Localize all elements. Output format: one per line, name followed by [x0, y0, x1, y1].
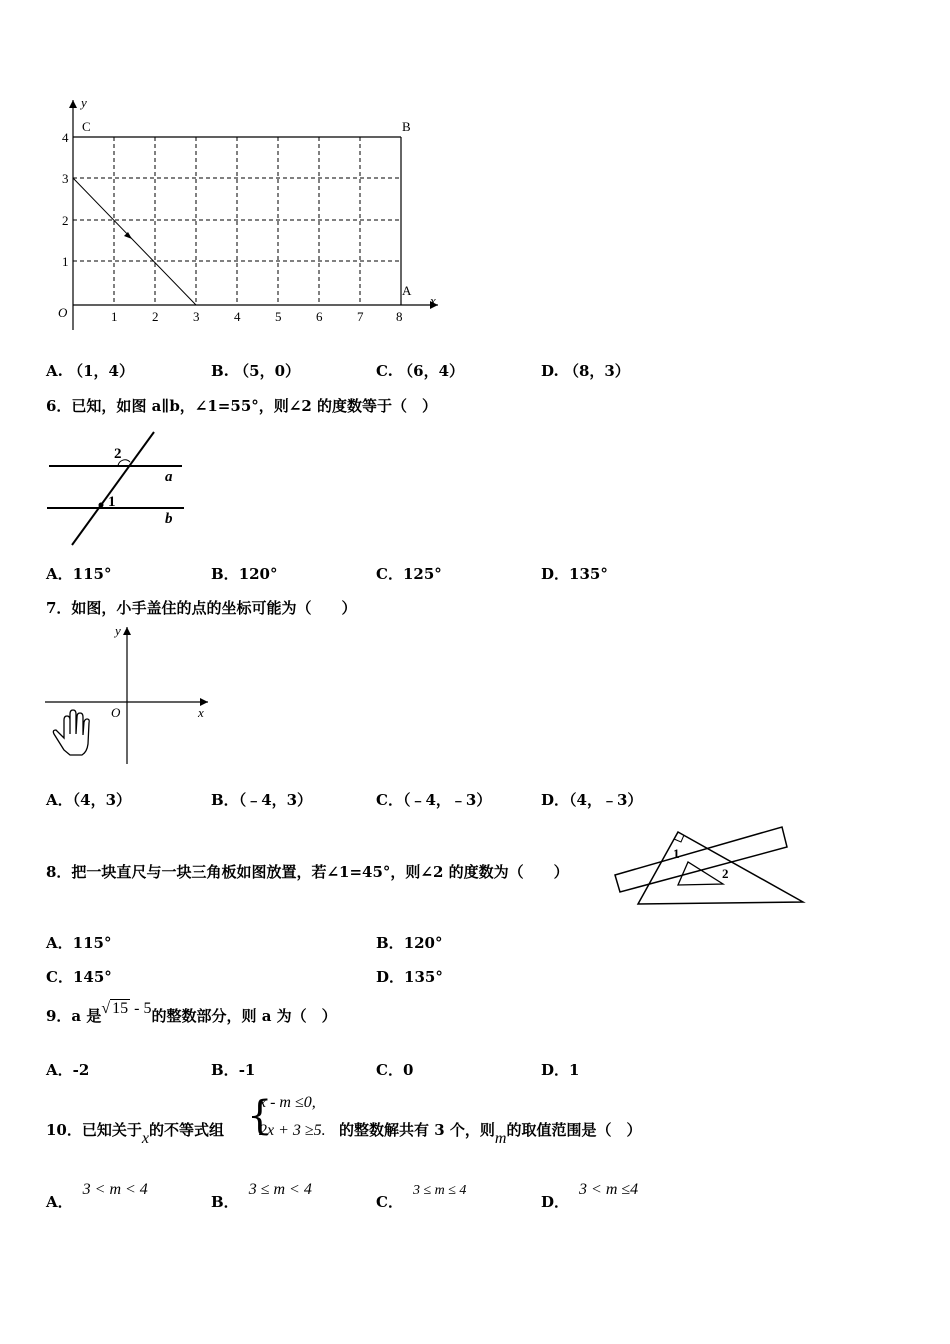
option-text: 0: [402, 1061, 414, 1079]
q7-stem: 7．如图，小手盖住的点的坐标可能为（ ）: [46, 599, 357, 617]
hand-icon: [53, 710, 89, 755]
q7-option-a[interactable]: [46, 789, 131, 810]
q6-option-b[interactable]: [211, 563, 278, 584]
option-letter: B．: [211, 1061, 239, 1079]
option-letter: C．: [376, 791, 403, 809]
option-letter: D．: [541, 791, 570, 809]
radicand: 15: [112, 1000, 129, 1017]
point-b-label: B: [402, 119, 411, 134]
variable-m: m: [494, 1130, 507, 1147]
option-text: （4，3）: [72, 791, 132, 809]
option-text: 125°: [402, 565, 442, 583]
option-letter: D．: [541, 1061, 570, 1079]
origin-label: O: [111, 705, 121, 720]
option-letter: D．: [376, 968, 405, 986]
q8-stem: 8．把一块直尺与一块三角板如图放置，若∠1=45°，则∠2 的度数为（ ）: [46, 863, 569, 881]
stem-suffix: 的整数部分，则 a 为（ ）: [151, 1007, 337, 1025]
option-text: 3 < m ≤4: [579, 1181, 639, 1198]
q9-option-a[interactable]: [46, 1059, 89, 1080]
option-letter: B．: [376, 934, 404, 952]
option-letter: C．: [46, 968, 73, 986]
q8-option-b[interactable]: [376, 932, 443, 953]
minus-term: - 5: [130, 1000, 152, 1017]
variable-x: x: [141, 1130, 149, 1147]
option-letter: C．: [376, 1193, 403, 1211]
option-text: -1: [238, 1061, 256, 1079]
option-text: （5，0）: [234, 362, 301, 380]
q6-option-d[interactable]: [541, 563, 608, 584]
x-axis-label: x: [198, 705, 204, 720]
stem-mid2: 的整数解共有 3 个，则: [339, 1121, 495, 1139]
inequality-1: x - m ≤0,: [259, 1094, 316, 1111]
x-tick: 7: [357, 309, 364, 324]
brace-symbol: {: [247, 1093, 273, 1139]
q6-stem: 6．已知，如图 a∥b，∠1=55°，则∠2 的度数等于（ ）: [46, 397, 437, 415]
option-letter: A．: [46, 565, 73, 583]
point-c-label: C: [82, 119, 91, 134]
y-tick: 3: [62, 171, 69, 186]
option-letter: A．: [46, 1061, 73, 1079]
q6-option-a[interactable]: [46, 563, 111, 584]
q7-axes-figure: [40, 622, 220, 767]
x-tick: 4: [234, 309, 241, 324]
q8-ruler-triangle-figure: [610, 822, 810, 912]
inequality-system: [247, 1094, 337, 1146]
option-letter: C.: [376, 362, 393, 380]
option-text: 145°: [72, 968, 112, 986]
option-letter: D．: [541, 565, 570, 583]
option-text: （4，﹣3）: [569, 791, 643, 809]
option-text: 3 ≤ m < 4: [248, 1181, 312, 1198]
q9-option-b[interactable]: [211, 1059, 255, 1080]
angle-2-label: 2: [114, 446, 122, 462]
origin-label: O: [58, 305, 68, 320]
option-letter: B．: [211, 791, 239, 809]
option-text: （﹣4，﹣3）: [402, 791, 492, 809]
stem-prefix: 10．已知关于: [46, 1121, 142, 1139]
x-tick: 2: [152, 309, 159, 324]
q6-option-c[interactable]: [376, 563, 442, 584]
option-letter: C．: [376, 565, 403, 583]
option-text: 135°: [404, 968, 443, 986]
inequality-2: 2x + 3 ≥5.: [259, 1122, 326, 1139]
q7-option-b[interactable]: [211, 789, 312, 810]
q9-stem: [46, 1000, 337, 1026]
q5-option-b[interactable]: [211, 360, 300, 381]
q10-option-a[interactable]: [46, 1181, 148, 1212]
y-tick: 2: [62, 213, 69, 228]
option-letter: A．: [46, 934, 73, 952]
q5-option-c[interactable]: [376, 360, 464, 381]
y-axis-label: y: [115, 623, 121, 638]
line-b-label: b: [165, 511, 173, 527]
option-text: （1，4）: [68, 362, 134, 380]
x-axis-label: x: [430, 293, 436, 308]
option-text: 3 < m < 4: [82, 1181, 148, 1198]
line-a-label: a: [165, 469, 173, 485]
angle-1-label: 1: [673, 846, 680, 861]
q8-option-a[interactable]: [46, 932, 111, 953]
option-text: -2: [72, 1061, 90, 1079]
option-letter: D.: [541, 362, 559, 380]
option-text: 120°: [403, 934, 443, 952]
q10-option-c[interactable]: [376, 1183, 467, 1212]
option-letter: B．: [211, 1193, 239, 1211]
q10-option-d[interactable]: [541, 1181, 639, 1212]
option-letter: A．: [46, 1193, 73, 1211]
option-letter: B.: [211, 362, 229, 380]
stem-mid: 的不等式组: [148, 1121, 224, 1139]
y-tick: 4: [62, 130, 69, 145]
option-letter: D．: [541, 1193, 570, 1211]
option-letter: A．: [46, 791, 73, 809]
q8-option-c[interactable]: [46, 966, 112, 987]
option-text: 115°: [72, 565, 112, 583]
y-axis-label: y: [81, 95, 87, 110]
option-text: （8，3）: [563, 362, 630, 380]
x-tick: 1: [111, 309, 118, 324]
option-text: （6，4）: [398, 362, 465, 380]
q7-option-d[interactable]: [541, 789, 642, 810]
q8-option-d[interactable]: [376, 966, 443, 987]
q9-option-d[interactable]: [541, 1059, 579, 1080]
x-tick: 3: [193, 309, 200, 324]
angle-2-label: 2: [722, 866, 729, 881]
option-letter: C．: [376, 1061, 403, 1079]
q10-stem-cont: [339, 1119, 642, 1147]
option-text: 135°: [569, 565, 608, 583]
y-tick: 1: [62, 254, 69, 269]
q10-stem: [46, 1119, 224, 1147]
q6-parallel-lines-figure: [44, 428, 189, 548]
x-tick: 6: [316, 309, 323, 324]
sqrt-expression: √ 15 - 5: [101, 1000, 152, 1017]
option-text: 120°: [238, 565, 278, 583]
option-text: 1: [569, 1061, 580, 1079]
option-text: （﹣4，3）: [238, 791, 313, 809]
point-a-label: A: [402, 283, 412, 298]
q5-option-a[interactable]: [46, 360, 134, 381]
x-tick: 5: [275, 309, 282, 324]
q7-option-c[interactable]: [376, 789, 491, 810]
option-letter: A.: [46, 362, 63, 380]
q9-option-c[interactable]: [376, 1059, 413, 1080]
option-text: 3 ≤ m ≤ 4: [412, 1183, 467, 1198]
angle-1-label: 1: [108, 494, 116, 510]
stem-prefix: 9．a 是: [46, 1007, 102, 1025]
x-tick: 8: [396, 309, 403, 324]
q10-option-b[interactable]: [211, 1181, 312, 1212]
option-letter: B．: [211, 565, 239, 583]
stem-suffix: 的取值范围是（ ）: [506, 1121, 642, 1139]
q5-coordinate-grid: [40, 95, 450, 330]
option-text: 115°: [72, 934, 112, 952]
q5-option-d[interactable]: [541, 360, 630, 381]
